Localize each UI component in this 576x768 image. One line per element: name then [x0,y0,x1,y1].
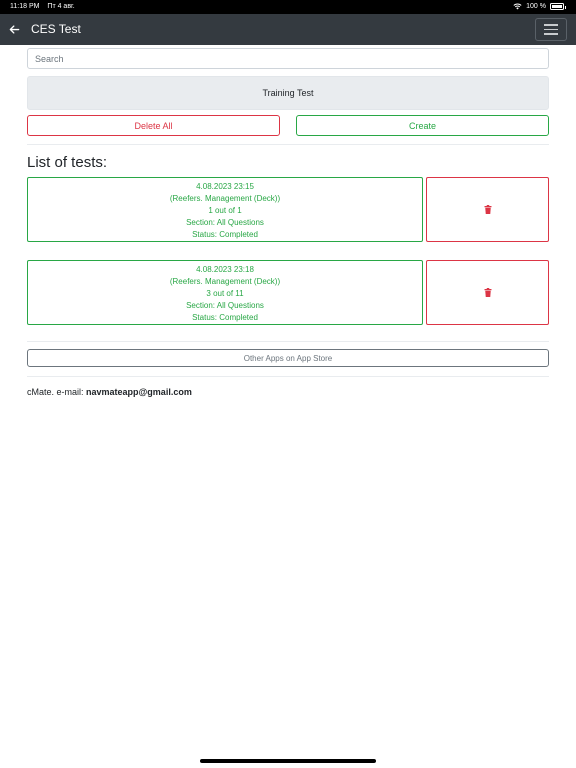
divider [27,144,549,145]
contact-email[interactable]: navmateapp@gmail.com [86,387,192,397]
battery-percent: 100 % [526,3,546,10]
footer-prefix: cMate. e-mail: [27,387,87,397]
other-apps-label: Other Apps on App Store [243,353,333,363]
trash-icon [484,288,492,297]
wifi-icon [513,3,522,10]
status-date: Пт 4 авг. [47,3,75,10]
search-input[interactable] [27,48,549,69]
delete-all-button[interactable] [27,115,280,136]
divider [27,376,549,377]
test-status: Status: Completed [192,313,258,322]
list-title: List of tests: [27,154,108,171]
divider [27,341,549,342]
test-section: Section: All Questions [186,218,264,227]
test-category: (Reefers. Management (Deck)) [169,277,281,286]
other-apps-button[interactable] [27,349,549,367]
test-status: Status: Completed [192,230,258,239]
navbar [0,14,576,45]
test-category: (Reefers. Management (Deck)) [169,194,281,203]
create-button[interactable] [296,115,549,136]
page-title: CES Test [31,22,81,36]
arrow-left-icon[interactable] [6,21,22,37]
home-indicator[interactable] [200,759,376,763]
test-datetime: 4.08.2023 23:15 [196,182,254,191]
test-progress: 3 out of 11 [206,289,244,298]
status-time: 11:18 PM [10,3,40,10]
create-label: Create [408,120,436,131]
training-test-label: Training Test [262,88,314,98]
battery-icon [550,3,564,10]
test-card[interactable] [27,177,423,242]
status-bar [0,0,576,14]
delete-test-button[interactable] [426,177,549,242]
delete-test-button[interactable] [426,260,549,325]
status-bar-right [513,3,564,10]
test-card[interactable] [27,260,423,325]
delete-all-label: Delete All [134,120,173,131]
test-section: Section: All Questions [186,301,264,310]
test-datetime: 4.08.2023 23:18 [196,265,254,274]
training-test-button[interactable] [27,76,549,110]
hamburger-menu-icon[interactable] [535,18,567,41]
trash-icon [484,205,492,214]
status-bar-left [10,3,75,10]
footer [27,387,192,397]
test-progress: 1 out of 1 [208,206,242,215]
